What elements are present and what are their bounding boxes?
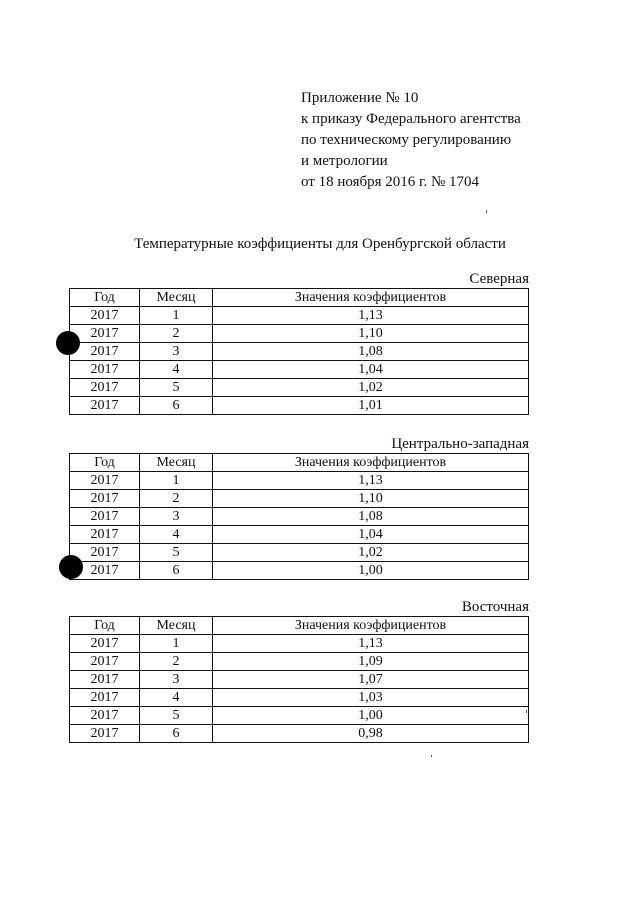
- document-title: Температурные коэффициенты для Оренбургской области: [134, 236, 506, 252]
- cell-month: 6: [140, 397, 213, 415]
- cell-year: 2017: [70, 343, 140, 361]
- cell-month: 4: [140, 361, 213, 379]
- cell-value: 1,08: [213, 343, 529, 361]
- cell-year: 2017: [70, 671, 140, 689]
- cell-year: 2017: [70, 325, 140, 343]
- cell-year: 2017: [70, 689, 140, 707]
- column-header-value: Значения коэффициентов: [213, 454, 529, 472]
- region-label-east: Восточная: [461, 599, 529, 615]
- cell-month: 5: [140, 707, 213, 725]
- cell-year: 2017: [70, 635, 140, 653]
- coefficients-table-central-west: [69, 453, 529, 580]
- table-row: [70, 472, 529, 490]
- cell-value: 0,98: [213, 725, 529, 743]
- table-row: [70, 562, 529, 580]
- cell-month: 6: [140, 725, 213, 743]
- cell-month: 1: [140, 472, 213, 490]
- column-header-year: Год: [70, 617, 140, 635]
- cell-month: 5: [140, 544, 213, 562]
- cell-year: 2017: [70, 653, 140, 671]
- cell-year: 2017: [70, 472, 140, 490]
- header-line: по техническому регулированию: [301, 132, 512, 148]
- table-row: [70, 307, 529, 325]
- cell-value: 1,13: [213, 472, 529, 490]
- cell-month: 5: [140, 379, 213, 397]
- cell-year: 2017: [70, 490, 140, 508]
- header-line: и метрологии: [301, 153, 388, 169]
- cell-year: 2017: [70, 526, 140, 544]
- header-line: к приказу Федерального агентства: [301, 111, 521, 127]
- column-header-month: Месяц: [140, 454, 213, 472]
- table-row: [70, 544, 529, 562]
- table-header-row: [70, 617, 529, 635]
- column-header-value: Значения коэффициентов: [213, 617, 529, 635]
- cell-value: 1,07: [213, 671, 529, 689]
- cell-value: 1,10: [213, 325, 529, 343]
- cell-month: 3: [140, 671, 213, 689]
- coefficients-table-east: [69, 616, 529, 743]
- scan-speck: [431, 755, 432, 757]
- table-row: [70, 653, 529, 671]
- region-label-north: Северная: [469, 271, 529, 287]
- table-row: [70, 526, 529, 544]
- table-row: [70, 508, 529, 526]
- column-header-year: Год: [70, 454, 140, 472]
- cell-value: 1,04: [213, 361, 529, 379]
- cell-year: 2017: [70, 725, 140, 743]
- cell-value: 1,02: [213, 379, 529, 397]
- table-header-row: [70, 454, 529, 472]
- cell-value: 1,00: [213, 707, 529, 725]
- cell-month: 2: [140, 653, 213, 671]
- column-header-month: Месяц: [140, 289, 213, 307]
- cell-value: 1,09: [213, 653, 529, 671]
- cell-month: 1: [140, 635, 213, 653]
- region-label-central-west: Центрально-западная: [391, 436, 529, 452]
- scan-speck: [526, 710, 527, 713]
- punch-hole: [56, 331, 80, 355]
- cell-year: 2017: [70, 707, 140, 725]
- cell-value: 1,01: [213, 397, 529, 415]
- header-line: Приложение № 10: [301, 90, 419, 106]
- table-header-row: [70, 289, 529, 307]
- header-line: от 18 ноября 2016 г. № 1704: [301, 174, 480, 190]
- coefficients-table-north: [69, 288, 529, 415]
- cell-year: 2017: [70, 562, 140, 580]
- cell-year: 2017: [70, 508, 140, 526]
- column-header-year: Год: [70, 289, 140, 307]
- cell-month: 3: [140, 343, 213, 361]
- table-row: [70, 707, 529, 725]
- punch-hole: [59, 555, 83, 579]
- cell-month: 3: [140, 508, 213, 526]
- cell-value: 1,03: [213, 689, 529, 707]
- table-row: [70, 397, 529, 415]
- table-row: [70, 671, 529, 689]
- table-row: [70, 725, 529, 743]
- table-row: [70, 325, 529, 343]
- cell-month: 2: [140, 490, 213, 508]
- cell-value: 1,08: [213, 508, 529, 526]
- table-row: [70, 343, 529, 361]
- table-row: [70, 379, 529, 397]
- cell-value: 1,00: [213, 562, 529, 580]
- cell-month: 4: [140, 526, 213, 544]
- cell-value: 1,02: [213, 544, 529, 562]
- appendix-header: [301, 88, 601, 193]
- cell-month: 1: [140, 307, 213, 325]
- scan-speck: [486, 210, 487, 213]
- cell-year: 2017: [70, 361, 140, 379]
- cell-year: 2017: [70, 544, 140, 562]
- cell-month: 2: [140, 325, 213, 343]
- cell-value: 1,10: [213, 490, 529, 508]
- table-row: [70, 635, 529, 653]
- cell-year: 2017: [70, 397, 140, 415]
- column-header-month: Месяц: [140, 617, 213, 635]
- cell-year: 2017: [70, 307, 140, 325]
- cell-value: 1,13: [213, 307, 529, 325]
- table-row: [70, 361, 529, 379]
- table-row: [70, 490, 529, 508]
- cell-value: 1,13: [213, 635, 529, 653]
- table-row: [70, 689, 529, 707]
- cell-month: 6: [140, 562, 213, 580]
- cell-month: 4: [140, 689, 213, 707]
- cell-year: 2017: [70, 379, 140, 397]
- cell-value: 1,04: [213, 526, 529, 544]
- column-header-value: Значения коэффициентов: [213, 289, 529, 307]
